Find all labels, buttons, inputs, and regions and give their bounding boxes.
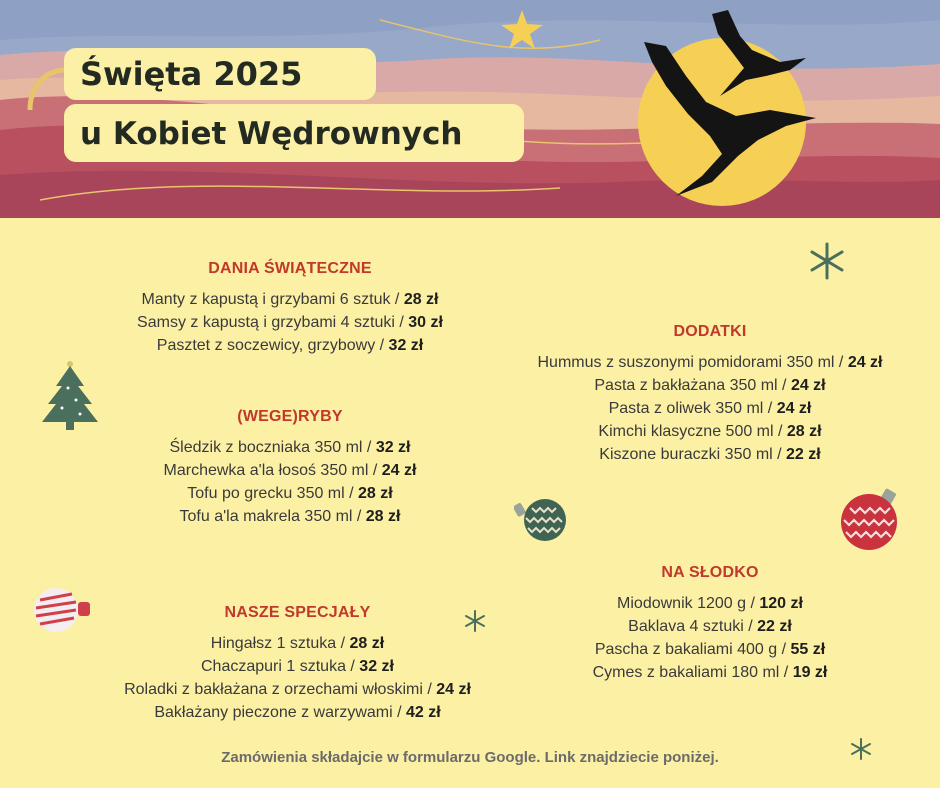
item-price: 24 zł — [847, 354, 883, 371]
menu-item — [500, 374, 920, 397]
section-heading: DANIA ŚWIĄTECZNE — [208, 260, 372, 277]
item-name: Kimchi klasyczne 500 ml / — [598, 423, 787, 440]
item-name: Pasta z bakłażana 350 ml / — [594, 377, 791, 394]
menu-item — [80, 436, 500, 459]
menu-item — [80, 505, 500, 528]
item-price: 24 zł — [436, 681, 471, 698]
section-heading: DODATKI — [673, 323, 747, 340]
item-name: Hingałsz 1 sztuka / — [210, 635, 350, 652]
menu-item — [80, 288, 500, 311]
snowflake-icon — [808, 242, 846, 280]
item-price: 24 zł — [381, 462, 417, 479]
item-name: Tofu a'la makrela 350 ml / — [179, 508, 366, 525]
item-name: Roladki z bakłażana z orzechami włoskimi / — [124, 681, 437, 698]
section-dodatki — [500, 323, 920, 466]
title-text-1: Święta 2025 — [80, 55, 303, 93]
order-info-footer: Zamówienia składajcie w formularzu Google. Link znajdziecie poniżej. — [221, 749, 719, 766]
item-price: 28 zł — [349, 635, 385, 652]
item-price: 28 zł — [786, 423, 822, 440]
item-name: Manty z kapustą i grzybami 6 sztuk / — [141, 291, 404, 308]
item-name: Śledzik z boczniaka 350 ml / — [169, 439, 376, 456]
ornament-green-icon — [514, 496, 568, 542]
item-price: 28 zł — [358, 485, 393, 502]
menu-item — [500, 397, 920, 420]
section-heading: (WEGE)RYBY — [237, 408, 343, 425]
menu-item — [60, 678, 535, 701]
item-price: 28 zł — [403, 291, 439, 308]
menu-item — [60, 632, 535, 655]
menu-item — [500, 615, 920, 638]
item-name: Samsy z kapustą i grzybami 4 sztuki / — [137, 314, 409, 331]
section-na-slodko — [500, 564, 920, 684]
item-name: Pasztet z soczewicy, grzybowy / — [156, 337, 389, 354]
menu-item — [500, 351, 920, 374]
menu-item — [80, 334, 500, 357]
item-price: 32 zł — [359, 658, 394, 675]
item-price: 42 zł — [405, 704, 441, 721]
section-heading: NA SŁODKO — [661, 564, 759, 581]
item-price: 32 zł — [388, 337, 424, 354]
item-name: Pascha z bakaliami 400 g / — [594, 641, 791, 658]
item-price: 55 zł — [790, 641, 826, 658]
item-price: 30 zł — [408, 314, 443, 331]
title-line-1 — [64, 48, 376, 100]
section-wege-ryby — [80, 408, 500, 528]
item-price: 24 zł — [790, 377, 826, 394]
flying-cranes-icon — [640, 6, 830, 202]
item-name: Miodownik 1200 g / — [617, 595, 760, 612]
item-name: Cymes z bakaliami 180 ml / — [592, 664, 793, 681]
menu-item — [500, 420, 920, 443]
item-price: 28 zł — [365, 508, 401, 525]
item-name: Hummus z suszonymi pomidorami 350 ml / — [537, 354, 848, 371]
item-name: Baklava 4 sztuki / — [628, 618, 758, 635]
menu-item — [500, 661, 920, 684]
item-name: Chaczapuri 1 sztuka / — [201, 658, 360, 675]
menu-item — [60, 701, 535, 724]
item-price: 32 zł — [375, 439, 411, 456]
section-nasze-specjaly — [60, 604, 535, 724]
item-name: Marchewka a'la łosoś 350 ml / — [163, 462, 382, 479]
item-price: 120 zł — [759, 595, 803, 612]
menu-item — [60, 655, 535, 678]
section-heading: NASZE SPECJAŁY — [224, 604, 371, 621]
item-name: Tofu po grecku 350 ml / — [187, 485, 359, 502]
menu-item — [80, 311, 500, 334]
ornament-red-icon — [840, 488, 902, 552]
star-icon — [498, 8, 546, 52]
menu-item — [80, 482, 500, 505]
item-price: 22 zł — [786, 446, 821, 463]
item-price: 19 zł — [792, 664, 828, 681]
item-name: Kiszone buraczki 350 ml / — [599, 446, 787, 463]
title-text-2: u Kobiet Wędrownych — [80, 116, 463, 152]
item-price: 24 zł — [776, 400, 812, 417]
title-line-2 — [64, 104, 524, 162]
item-name: Pasta z oliwek 350 ml / — [608, 400, 777, 417]
item-name: Bakłażany pieczone z warzywami / — [154, 704, 406, 721]
item-price: 22 zł — [757, 618, 792, 635]
section-dania-swiateczne — [80, 260, 500, 357]
menu-item — [80, 459, 500, 482]
menu-item — [500, 443, 920, 466]
menu-item — [500, 592, 920, 615]
menu-item — [500, 638, 920, 661]
